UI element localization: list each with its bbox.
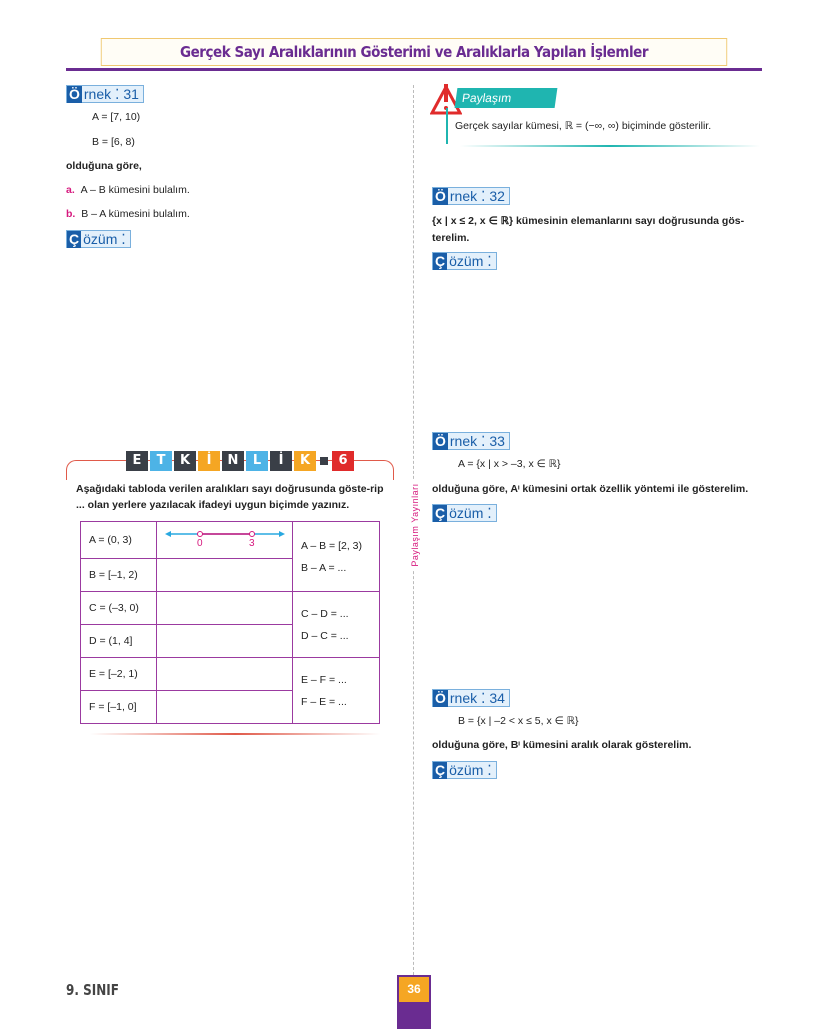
banner-letter: E — [126, 451, 148, 471]
tag-cap: Ç — [435, 761, 446, 778]
tag-cap: Ç — [435, 252, 446, 269]
solution-tag — [432, 761, 497, 779]
header-rule — [66, 68, 762, 71]
banner-letter: İ — [198, 451, 220, 471]
tag-label: rnek ⁚ 33 — [449, 432, 505, 449]
interval-cell: B = [–1, 2) — [81, 559, 157, 592]
share-bottom-rule — [460, 145, 760, 147]
answer-cell[interactable] — [157, 625, 293, 658]
interval-cell: F = [–1, 0] — [81, 691, 157, 724]
tag-cap: Ö — [435, 432, 446, 449]
banner-letter: İ — [270, 451, 292, 471]
share-text: Gerçek sayılar kümesi, ℝ = (−∞, ∞) biçiminde gösterilir. — [455, 120, 712, 132]
banner-letter: T — [150, 451, 172, 471]
tag-label: rnek ⁚ 32 — [449, 187, 505, 204]
result-cell — [293, 658, 380, 724]
grade-label: 9. SINIF — [66, 981, 119, 999]
given-text: olduğuna göre, — [66, 160, 142, 172]
result-text: B – A = ... — [301, 561, 347, 574]
tick-label: 3 — [249, 538, 255, 549]
tag-label: özüm ⁚ — [83, 230, 126, 247]
example-33-tag — [432, 432, 510, 450]
tag-cap: Ö — [435, 187, 446, 204]
activity-banner — [126, 451, 354, 471]
item-text: B – A kümesini bulalım. — [81, 208, 190, 220]
tag-label: özüm ⁚ — [449, 504, 492, 521]
tag-label: özüm ⁚ — [449, 252, 492, 269]
solution-tag — [66, 230, 131, 248]
tag-label: özüm ⁚ — [449, 761, 492, 778]
item-text: A – B kümesini bulalım. — [80, 184, 190, 196]
example-34-set: B = {x | –2 < x ≤ 5, x ∈ ℝ} — [458, 715, 579, 727]
number-line-cell — [157, 522, 293, 559]
interval-cell: D = (1, 4] — [81, 625, 157, 658]
set-a: A = [7, 10) — [92, 111, 141, 123]
result-text: F – E = ... — [301, 695, 347, 708]
solution-tag — [432, 504, 497, 522]
number-line — [157, 522, 292, 555]
result-text: C – D = ... — [301, 607, 349, 620]
answer-cell[interactable] — [157, 658, 293, 691]
example-32-text: {x | x ≤ 2, x ∈ ℝ} kümesinin elemanlarını sayı doğrusunda gös-terelim. — [432, 215, 745, 244]
banner-dot — [320, 457, 328, 465]
example-33-text: olduğuna göre, Aᶦ kümesini ortak özellik yöntemi ile gösterelim. — [432, 483, 749, 495]
banner-letter: K — [294, 451, 316, 471]
interval-cell: E = [–2, 1) — [81, 658, 157, 691]
activity-bottom-rule — [90, 733, 380, 735]
tag-cap: Ç — [435, 504, 446, 521]
result-text: D – C = ... — [301, 629, 349, 642]
example-32-tag — [432, 187, 510, 205]
activity-number: 6 — [332, 451, 354, 471]
share-side-rule — [446, 108, 448, 144]
tag-label: rnek ⁚ 34 — [449, 689, 505, 706]
item-marker: b. — [66, 208, 76, 220]
activity-instruction: Aşağıdaki tabloda verilen aralıkları sayı doğrusunda göste-rip ... olan yerlere yazılacak ifadeyi uygun biçimde yazınız. — [76, 483, 384, 511]
result-cell — [293, 522, 380, 592]
banner-letter: N — [222, 451, 244, 471]
page-number: 36 — [399, 977, 429, 1002]
answer-cell[interactable] — [157, 592, 293, 625]
interval-cell: A = (0, 3) — [81, 522, 157, 559]
publisher-side-text: Paylaşım Yayınları — [410, 480, 420, 570]
example-33-set: A = {x | x > –3, x ∈ ℝ} — [458, 458, 561, 470]
set-b: B = [6, 8) — [92, 136, 135, 148]
banner-letter: L — [246, 451, 268, 471]
tick-label: 0 — [197, 538, 203, 549]
answer-cell[interactable] — [157, 559, 293, 592]
share-title: Paylaşım — [455, 88, 558, 108]
tag-cap: Ö — [69, 85, 80, 102]
tag-cap: Ö — [435, 689, 446, 706]
result-cell — [293, 592, 380, 658]
example-34-text: olduğuna göre, Bᶦ kümesini aralık olarak gösterelim. — [432, 739, 692, 751]
page-title: Gerçek Sayı Aralıklarının Gösterimi ve Aralıklarla Yapılan İşlemler — [101, 38, 727, 66]
solution-tag — [432, 252, 497, 270]
tag-cap: Ç — [69, 230, 80, 247]
example-31-tag — [66, 85, 144, 103]
interval-cell: C = (–3, 0) — [81, 592, 157, 625]
activity-table — [80, 521, 380, 724]
answer-cell[interactable] — [157, 691, 293, 724]
banner-letter: K — [174, 451, 196, 471]
result-text: A – B = [2, 3) — [301, 539, 362, 552]
tag-label: rnek ⁚ 31 — [83, 85, 139, 102]
item-marker: a. — [66, 184, 75, 196]
example-34-tag — [432, 689, 510, 707]
result-text: E – F = ... — [301, 673, 347, 686]
